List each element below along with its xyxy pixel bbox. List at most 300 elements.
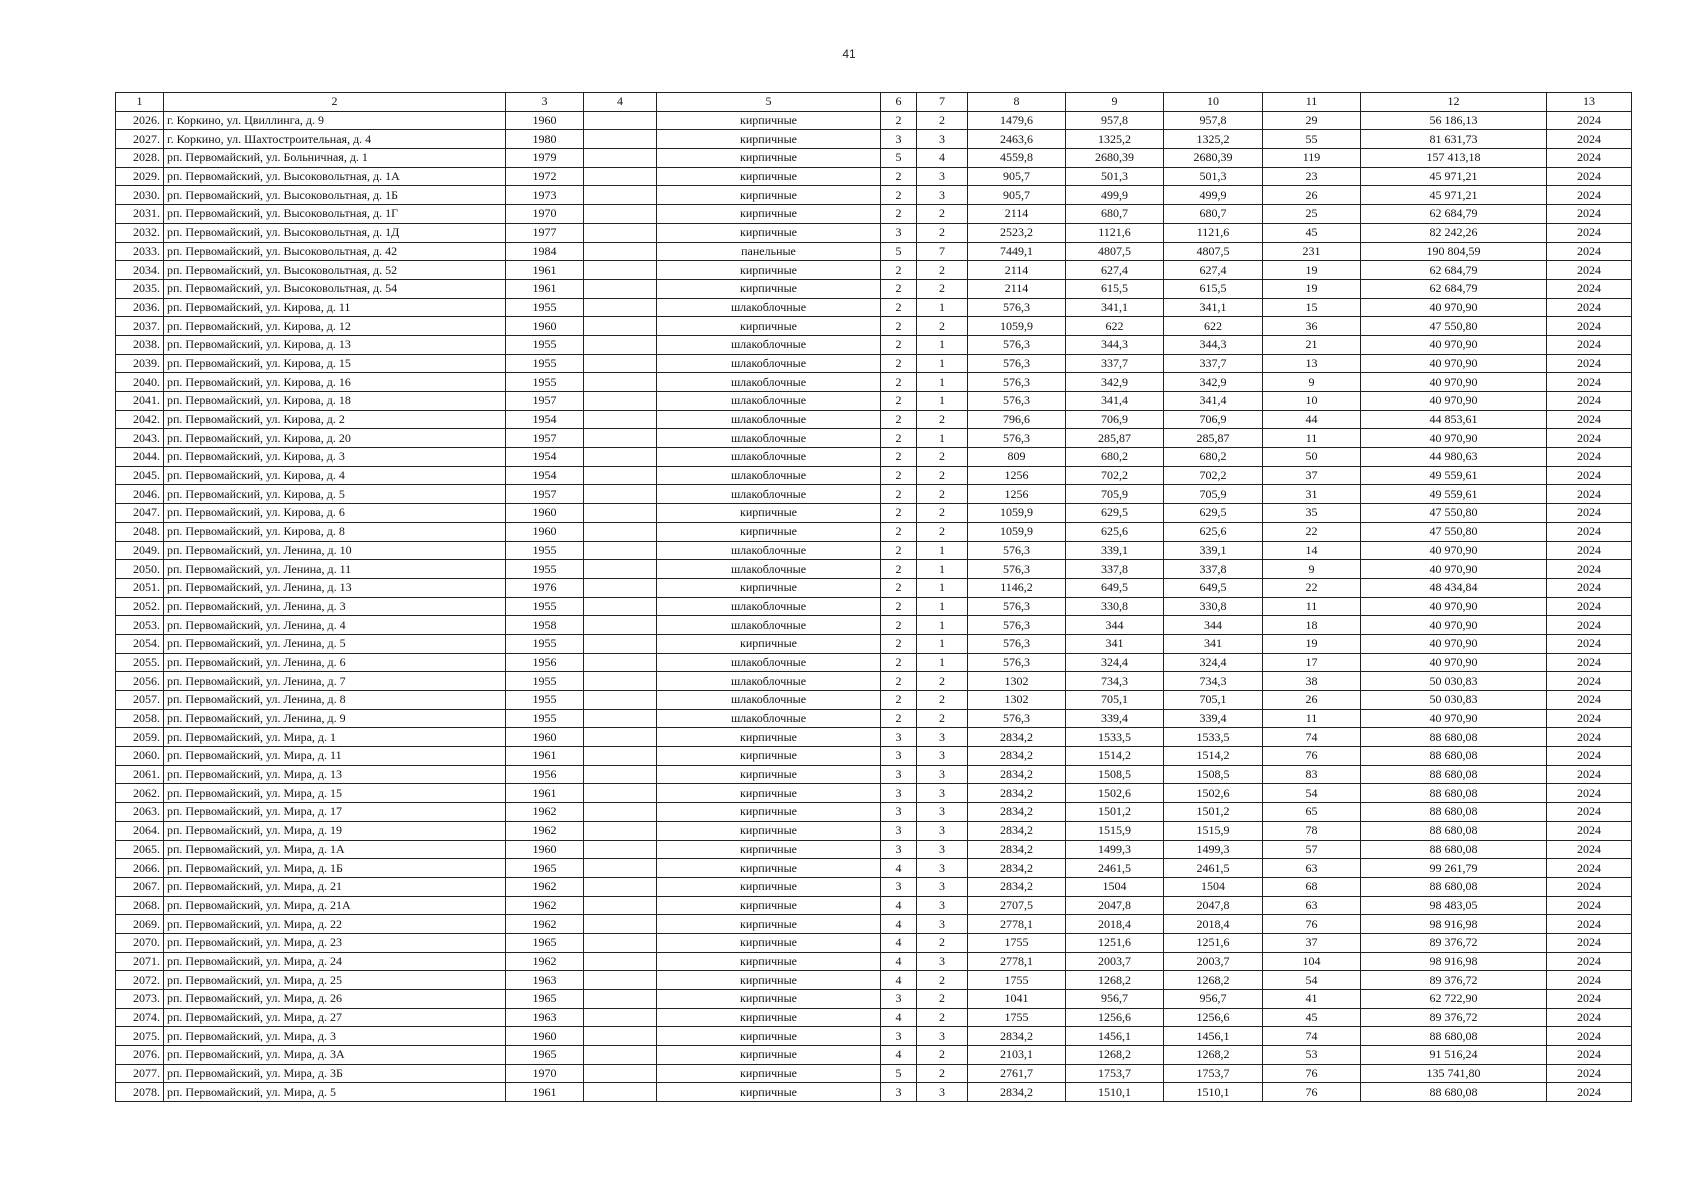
floors-cell: 2	[881, 578, 917, 597]
table-row	[116, 223, 1632, 242]
wall-material-cell: кирпичные	[657, 279, 881, 298]
wall-material-cell: кирпичные	[657, 971, 881, 990]
year-built-cell: 1956	[506, 765, 584, 784]
living-area-cell: 957,8	[1066, 111, 1164, 130]
floors-cell: 2	[881, 373, 917, 392]
floors-cell: 4	[881, 1046, 917, 1065]
floors-cell: 2	[881, 466, 917, 485]
floors-cell: 2	[881, 261, 917, 280]
living-area-cell: 627,4	[1066, 261, 1164, 280]
living-area-cell: 501,3	[1066, 167, 1164, 186]
cost-cell: 44 853,61	[1361, 410, 1547, 429]
cost-cell: 40 970,90	[1361, 634, 1547, 653]
row-number-cell: 2027.	[116, 130, 164, 149]
year-built-cell: 1977	[506, 223, 584, 242]
floors-cell: 2	[881, 653, 917, 672]
total-area-cell: 2834,2	[968, 859, 1066, 878]
floors-cell: 2	[881, 672, 917, 691]
living-area-cell: 1508,5	[1066, 765, 1164, 784]
total-area-cell: 2834,2	[968, 1027, 1066, 1046]
living-area-cell: 734,3	[1066, 672, 1164, 691]
residents-cell: 76	[1263, 915, 1361, 934]
floors-cell: 5	[881, 149, 917, 168]
living-area-cell: 705,1	[1066, 691, 1164, 710]
living-area-cell: 680,7	[1066, 205, 1164, 224]
residential-area-cell: 1502,6	[1164, 784, 1263, 803]
total-area-cell: 2778,1	[968, 952, 1066, 971]
row-number-cell: 2033.	[116, 242, 164, 261]
total-area-cell: 1059,9	[968, 504, 1066, 523]
entrances-cell: 2	[917, 410, 968, 429]
address-cell: рп. Первомайский, ул. Кирова, д. 18	[164, 392, 506, 411]
residents-cell: 119	[1263, 149, 1361, 168]
living-area-cell: 285,87	[1066, 429, 1164, 448]
floors-cell: 2	[881, 205, 917, 224]
column-header-8: 8	[968, 93, 1066, 112]
address-cell: рп. Первомайский, ул. Мира, д. 5	[164, 1083, 506, 1102]
row-number-cell: 2037.	[116, 317, 164, 336]
year-built-cell: 1961	[506, 279, 584, 298]
year-built-cell: 1962	[506, 803, 584, 822]
cost-cell: 50 030,83	[1361, 672, 1547, 691]
cost-cell: 56 186,13	[1361, 111, 1547, 130]
floors-cell: 2	[881, 560, 917, 579]
residents-cell: 36	[1263, 317, 1361, 336]
entrances-cell: 3	[917, 803, 968, 822]
residents-cell: 53	[1263, 1046, 1361, 1065]
total-area-cell: 1755	[968, 1008, 1066, 1027]
row-number-cell: 2048.	[116, 522, 164, 541]
year-reconstructed-cell	[584, 765, 657, 784]
wall-material-cell: кирпичные	[657, 1064, 881, 1083]
entrances-cell: 1	[917, 392, 968, 411]
year-reconstructed-cell	[584, 392, 657, 411]
wall-material-cell: кирпичные	[657, 634, 881, 653]
living-area-cell: 649,5	[1066, 578, 1164, 597]
year-reconstructed-cell	[584, 672, 657, 691]
entrances-cell: 7	[917, 242, 968, 261]
living-area-cell: 1533,5	[1066, 728, 1164, 747]
row-number-cell: 2070.	[116, 933, 164, 952]
wall-material-cell: шлакоблочные	[657, 653, 881, 672]
residential-area-cell: 1533,5	[1164, 728, 1263, 747]
living-area-cell: 2047,8	[1066, 896, 1164, 915]
entrances-cell: 2	[917, 971, 968, 990]
year-reconstructed-cell	[584, 186, 657, 205]
row-number-cell: 2050.	[116, 560, 164, 579]
table-row	[116, 354, 1632, 373]
year-built-cell: 1955	[506, 541, 584, 560]
residents-cell: 54	[1263, 784, 1361, 803]
column-header-4: 4	[584, 93, 657, 112]
address-cell: г. Коркино, ул. Цвиллинга, д. 9	[164, 111, 506, 130]
residential-area-cell: 956,7	[1164, 990, 1263, 1009]
floors-cell: 3	[881, 130, 917, 149]
entrances-cell: 3	[917, 186, 968, 205]
plan-year-cell: 2024	[1547, 597, 1632, 616]
year-built-cell: 1973	[506, 186, 584, 205]
residents-cell: 45	[1263, 223, 1361, 242]
residents-cell: 21	[1263, 335, 1361, 354]
wall-material-cell: кирпичные	[657, 821, 881, 840]
year-built-cell: 1954	[506, 448, 584, 467]
residential-area-cell: 1515,9	[1164, 821, 1263, 840]
address-cell: рп. Первомайский, ул. Высоковольтная, д. 1Г	[164, 205, 506, 224]
table-row	[116, 130, 1632, 149]
year-built-cell: 1954	[506, 466, 584, 485]
residents-cell: 41	[1263, 990, 1361, 1009]
entrances-cell: 3	[917, 728, 968, 747]
plan-year-cell: 2024	[1547, 653, 1632, 672]
table-row	[116, 709, 1632, 728]
year-built-cell: 1955	[506, 560, 584, 579]
year-reconstructed-cell	[584, 335, 657, 354]
year-reconstructed-cell	[584, 429, 657, 448]
cost-cell: 99 261,79	[1361, 859, 1547, 878]
wall-material-cell: шлакоблочные	[657, 672, 881, 691]
floors-cell: 2	[881, 634, 917, 653]
column-header-5: 5	[657, 93, 881, 112]
row-number-cell: 2029.	[116, 167, 164, 186]
residential-area-cell: 680,7	[1164, 205, 1263, 224]
residential-area-cell: 1499,3	[1164, 840, 1263, 859]
total-area-cell: 2114	[968, 205, 1066, 224]
floors-cell: 4	[881, 859, 917, 878]
wall-material-cell: кирпичные	[657, 1046, 881, 1065]
living-area-cell: 337,8	[1066, 560, 1164, 579]
living-area-cell: 622	[1066, 317, 1164, 336]
cost-cell: 89 376,72	[1361, 971, 1547, 990]
row-number-cell: 2031.	[116, 205, 164, 224]
cost-cell: 44 980,63	[1361, 448, 1547, 467]
row-number-cell: 2063.	[116, 803, 164, 822]
table-row	[116, 1046, 1632, 1065]
floors-cell: 2	[881, 522, 917, 541]
residents-cell: 38	[1263, 672, 1361, 691]
plan-year-cell: 2024	[1547, 1083, 1632, 1102]
total-area-cell: 1755	[968, 971, 1066, 990]
total-area-cell: 1302	[968, 691, 1066, 710]
cost-cell: 40 970,90	[1361, 616, 1547, 635]
total-area-cell: 809	[968, 448, 1066, 467]
floors-cell: 4	[881, 971, 917, 990]
wall-material-cell: шлакоблочные	[657, 485, 881, 504]
residential-area-cell: 4807,5	[1164, 242, 1263, 261]
entrances-cell: 2	[917, 261, 968, 280]
plan-year-cell: 2024	[1547, 223, 1632, 242]
total-area-cell: 2707,5	[968, 896, 1066, 915]
year-reconstructed-cell	[584, 803, 657, 822]
wall-material-cell: кирпичные	[657, 952, 881, 971]
cost-cell: 62 722,90	[1361, 990, 1547, 1009]
column-header-9: 9	[1066, 93, 1164, 112]
year-built-cell: 1957	[506, 429, 584, 448]
row-number-cell: 2077.	[116, 1064, 164, 1083]
wall-material-cell: кирпичные	[657, 111, 881, 130]
floors-cell: 2	[881, 485, 917, 504]
residents-cell: 22	[1263, 578, 1361, 597]
residents-cell: 54	[1263, 971, 1361, 990]
cost-cell: 88 680,08	[1361, 803, 1547, 822]
residents-cell: 22	[1263, 522, 1361, 541]
residents-cell: 35	[1263, 504, 1361, 523]
plan-year-cell: 2024	[1547, 803, 1632, 822]
table-row	[116, 410, 1632, 429]
year-reconstructed-cell	[584, 915, 657, 934]
plan-year-cell: 2024	[1547, 485, 1632, 504]
year-reconstructed-cell	[584, 616, 657, 635]
residents-cell: 78	[1263, 821, 1361, 840]
address-cell: рп. Первомайский, ул. Мира, д. 22	[164, 915, 506, 934]
plan-year-cell: 2024	[1547, 765, 1632, 784]
year-built-cell: 1976	[506, 578, 584, 597]
cost-cell: 88 680,08	[1361, 747, 1547, 766]
address-cell: рп. Первомайский, ул. Мира, д. 3А	[164, 1046, 506, 1065]
residents-cell: 74	[1263, 1027, 1361, 1046]
total-area-cell: 576,3	[968, 560, 1066, 579]
address-cell: рп. Первомайский, ул. Мира, д. 13	[164, 765, 506, 784]
column-header-2: 2	[164, 93, 506, 112]
row-number-cell: 2066.	[116, 859, 164, 878]
year-reconstructed-cell	[584, 896, 657, 915]
plan-year-cell: 2024	[1547, 410, 1632, 429]
residential-area-cell: 1514,2	[1164, 747, 1263, 766]
address-cell: рп. Первомайский, ул. Кирова, д. 13	[164, 335, 506, 354]
residents-cell: 63	[1263, 896, 1361, 915]
residential-area-cell: 341	[1164, 634, 1263, 653]
floors-cell: 2	[881, 709, 917, 728]
residents-cell: 18	[1263, 616, 1361, 635]
year-built-cell: 1955	[506, 354, 584, 373]
address-cell: рп. Первомайский, ул. Ленина, д. 3	[164, 597, 506, 616]
residents-cell: 29	[1263, 111, 1361, 130]
living-area-cell: 705,9	[1066, 485, 1164, 504]
table-row	[116, 691, 1632, 710]
living-area-cell: 1121,6	[1066, 223, 1164, 242]
plan-year-cell: 2024	[1547, 578, 1632, 597]
residential-area-cell: 344	[1164, 616, 1263, 635]
living-area-cell: 615,5	[1066, 279, 1164, 298]
cost-cell: 50 030,83	[1361, 691, 1547, 710]
year-built-cell: 1961	[506, 261, 584, 280]
wall-material-cell: кирпичные	[657, 130, 881, 149]
entrances-cell: 2	[917, 672, 968, 691]
residential-area-cell: 680,2	[1164, 448, 1263, 467]
address-cell: рп. Первомайский, ул. Кирова, д. 6	[164, 504, 506, 523]
entrances-cell: 3	[917, 784, 968, 803]
residential-area-cell: 1268,2	[1164, 971, 1263, 990]
residential-area-cell: 622	[1164, 317, 1263, 336]
living-area-cell: 1256,6	[1066, 1008, 1164, 1027]
year-reconstructed-cell	[584, 111, 657, 130]
cost-cell: 40 970,90	[1361, 373, 1547, 392]
year-built-cell: 1963	[506, 1008, 584, 1027]
entrances-cell: 3	[917, 130, 968, 149]
cost-cell: 135 741,80	[1361, 1064, 1547, 1083]
plan-year-cell: 2024	[1547, 728, 1632, 747]
residential-area-cell: 627,4	[1164, 261, 1263, 280]
total-area-cell: 905,7	[968, 167, 1066, 186]
entrances-cell: 3	[917, 821, 968, 840]
floors-cell: 4	[881, 933, 917, 952]
year-reconstructed-cell	[584, 242, 657, 261]
wall-material-cell: кирпичные	[657, 205, 881, 224]
floors-cell: 3	[881, 1027, 917, 1046]
residential-area-cell: 1501,2	[1164, 803, 1263, 822]
residents-cell: 68	[1263, 877, 1361, 896]
year-reconstructed-cell	[584, 971, 657, 990]
table-row	[116, 373, 1632, 392]
cost-cell: 91 516,24	[1361, 1046, 1547, 1065]
year-reconstructed-cell	[584, 821, 657, 840]
floors-cell: 3	[881, 747, 917, 766]
column-header-3: 3	[506, 93, 584, 112]
entrances-cell: 3	[917, 1083, 968, 1102]
floors-cell: 4	[881, 952, 917, 971]
wall-material-cell: кирпичные	[657, 765, 881, 784]
residents-cell: 15	[1263, 298, 1361, 317]
floors-cell: 2	[881, 317, 917, 336]
living-area-cell: 2018,4	[1066, 915, 1164, 934]
cost-cell: 89 376,72	[1361, 933, 1547, 952]
cost-cell: 88 680,08	[1361, 877, 1547, 896]
floors-cell: 2	[881, 410, 917, 429]
year-reconstructed-cell	[584, 317, 657, 336]
residential-area-cell: 344,3	[1164, 335, 1263, 354]
column-header-13: 13	[1547, 93, 1632, 112]
year-built-cell: 1955	[506, 298, 584, 317]
year-reconstructed-cell	[584, 597, 657, 616]
wall-material-cell: шлакоблочные	[657, 541, 881, 560]
entrances-cell: 2	[917, 1046, 968, 1065]
living-area-cell: 499,9	[1066, 186, 1164, 205]
residential-area-cell: 339,4	[1164, 709, 1263, 728]
residential-area-cell: 339,1	[1164, 541, 1263, 560]
year-reconstructed-cell	[584, 747, 657, 766]
residential-area-cell: 649,5	[1164, 578, 1263, 597]
residential-area-cell: 705,1	[1164, 691, 1263, 710]
table-row	[116, 784, 1632, 803]
floors-cell: 2	[881, 448, 917, 467]
wall-material-cell: кирпичные	[657, 149, 881, 168]
floors-cell: 3	[881, 990, 917, 1009]
residents-cell: 14	[1263, 541, 1361, 560]
address-cell: рп. Первомайский, ул. Кирова, д. 20	[164, 429, 506, 448]
row-number-cell: 2046.	[116, 485, 164, 504]
cost-cell: 88 680,08	[1361, 728, 1547, 747]
residential-area-cell: 1121,6	[1164, 223, 1263, 242]
living-area-cell: 1501,2	[1066, 803, 1164, 822]
table-row	[116, 840, 1632, 859]
plan-year-cell: 2024	[1547, 298, 1632, 317]
cost-cell: 81 631,73	[1361, 130, 1547, 149]
plan-year-cell: 2024	[1547, 111, 1632, 130]
residents-cell: 13	[1263, 354, 1361, 373]
floors-cell: 2	[881, 335, 917, 354]
total-area-cell: 2834,2	[968, 1083, 1066, 1102]
year-reconstructed-cell	[584, 1046, 657, 1065]
wall-material-cell: шлакоблочные	[657, 560, 881, 579]
plan-year-cell: 2024	[1547, 1046, 1632, 1065]
address-cell: рп. Первомайский, ул. Кирова, д. 5	[164, 485, 506, 504]
table-row	[116, 466, 1632, 485]
wall-material-cell: кирпичные	[657, 186, 881, 205]
living-area-cell: 344	[1066, 616, 1164, 635]
floors-cell: 2	[881, 597, 917, 616]
residential-area-cell: 734,3	[1164, 672, 1263, 691]
year-built-cell: 1955	[506, 691, 584, 710]
plan-year-cell: 2024	[1547, 634, 1632, 653]
wall-material-cell: шлакоблочные	[657, 410, 881, 429]
residential-area-cell: 625,6	[1164, 522, 1263, 541]
address-cell: рп. Первомайский, ул. Ленина, д. 8	[164, 691, 506, 710]
table-row	[116, 317, 1632, 336]
row-number-cell: 2061.	[116, 765, 164, 784]
wall-material-cell: кирпичные	[657, 167, 881, 186]
year-built-cell: 1955	[506, 672, 584, 691]
residents-cell: 55	[1263, 130, 1361, 149]
year-reconstructed-cell	[584, 691, 657, 710]
living-area-cell: 337,7	[1066, 354, 1164, 373]
total-area-cell: 1479,6	[968, 111, 1066, 130]
table-row	[116, 1083, 1632, 1102]
wall-material-cell: кирпичные	[657, 728, 881, 747]
year-reconstructed-cell	[584, 522, 657, 541]
residents-cell: 45	[1263, 1008, 1361, 1027]
row-number-cell: 2055.	[116, 653, 164, 672]
floors-cell: 2	[881, 541, 917, 560]
year-built-cell: 1979	[506, 149, 584, 168]
total-area-cell: 2834,2	[968, 728, 1066, 747]
total-area-cell: 1059,9	[968, 522, 1066, 541]
row-number-cell: 2062.	[116, 784, 164, 803]
year-reconstructed-cell	[584, 634, 657, 653]
wall-material-cell: кирпичные	[657, 784, 881, 803]
year-reconstructed-cell	[584, 653, 657, 672]
total-area-cell: 2114	[968, 261, 1066, 280]
plan-year-cell: 2024	[1547, 560, 1632, 579]
year-built-cell: 1960	[506, 522, 584, 541]
entrances-cell: 2	[917, 448, 968, 467]
living-area-cell: 1514,2	[1066, 747, 1164, 766]
floors-cell: 2	[881, 167, 917, 186]
entrances-cell: 2	[917, 933, 968, 952]
floors-cell: 3	[881, 223, 917, 242]
residents-cell: 11	[1263, 709, 1361, 728]
plan-year-cell: 2024	[1547, 354, 1632, 373]
floors-cell: 4	[881, 915, 917, 934]
plan-year-cell: 2024	[1547, 205, 1632, 224]
entrances-cell: 1	[917, 541, 968, 560]
residents-cell: 25	[1263, 205, 1361, 224]
row-number-cell: 2068.	[116, 896, 164, 915]
living-area-cell: 341,4	[1066, 392, 1164, 411]
year-built-cell: 1965	[506, 990, 584, 1009]
wall-material-cell: шлакоблочные	[657, 373, 881, 392]
address-cell: рп. Первомайский, ул. Высоковольтная, д. 54	[164, 279, 506, 298]
plan-year-cell: 2024	[1547, 990, 1632, 1009]
year-reconstructed-cell	[584, 859, 657, 878]
table-row	[116, 952, 1632, 971]
table-row	[116, 896, 1632, 915]
year-built-cell: 1960	[506, 504, 584, 523]
row-number-cell: 2032.	[116, 223, 164, 242]
floors-cell: 2	[881, 616, 917, 635]
residential-area-cell: 2003,7	[1164, 952, 1263, 971]
entrances-cell: 3	[917, 952, 968, 971]
wall-material-cell: кирпичные	[657, 933, 881, 952]
year-reconstructed-cell	[584, 149, 657, 168]
